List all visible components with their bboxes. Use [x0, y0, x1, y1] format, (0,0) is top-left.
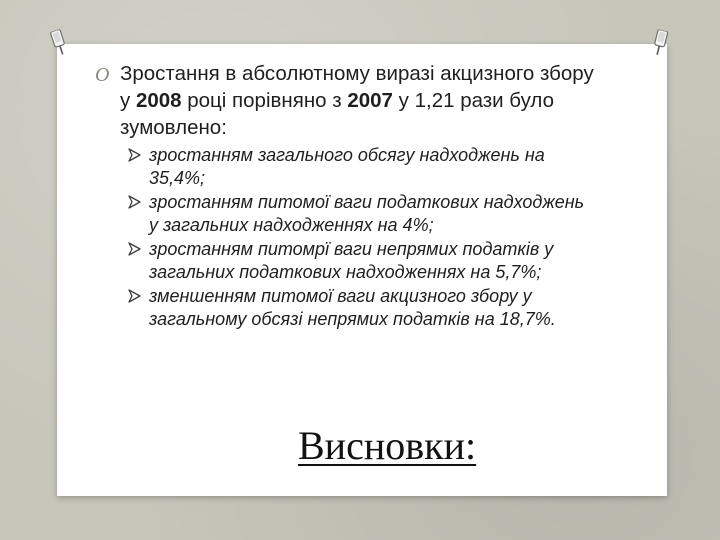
arrow-bullet-icon	[128, 289, 141, 303]
list-item-text: зростанням загального обсягу надходжень на 35,4%;	[149, 145, 545, 188]
year-2007: 2007	[347, 89, 393, 112]
arrow-bullet-icon	[128, 195, 141, 209]
list-item-text: зростанням питомрї ваги непрямих податків у загальних податкових надходженнях на 5,7%;	[149, 239, 554, 282]
list-item	[128, 238, 598, 283]
slide-title: Висновки:	[298, 423, 477, 468]
sub-bullet-list	[128, 144, 598, 332]
main-text-part: році порівняно з	[181, 89, 348, 112]
main-text	[95, 60, 595, 141]
list-item	[128, 191, 598, 236]
arrow-bullet-icon	[128, 242, 141, 256]
main-bullet-glyph: O	[95, 64, 110, 86]
main-text-part: Зростання в абсолютному виразі акцизного збору у	[120, 62, 594, 112]
list-item-text: зменшенням питомої ваги акцизного збору у загальному обсязі непрямих податків на 18,7%.	[149, 286, 556, 329]
list-item-text: зростанням питомої ваги податкових надходжень у загальних надходженнях на 4%;	[149, 192, 585, 235]
main-paragraph	[95, 60, 595, 141]
list-item	[128, 285, 598, 330]
list-item	[128, 144, 598, 189]
year-2008: 2008	[135, 89, 182, 112]
arrow-bullet-icon	[128, 148, 141, 162]
main-text-part: у 1,21 рази було зумовлено:	[120, 89, 554, 139]
